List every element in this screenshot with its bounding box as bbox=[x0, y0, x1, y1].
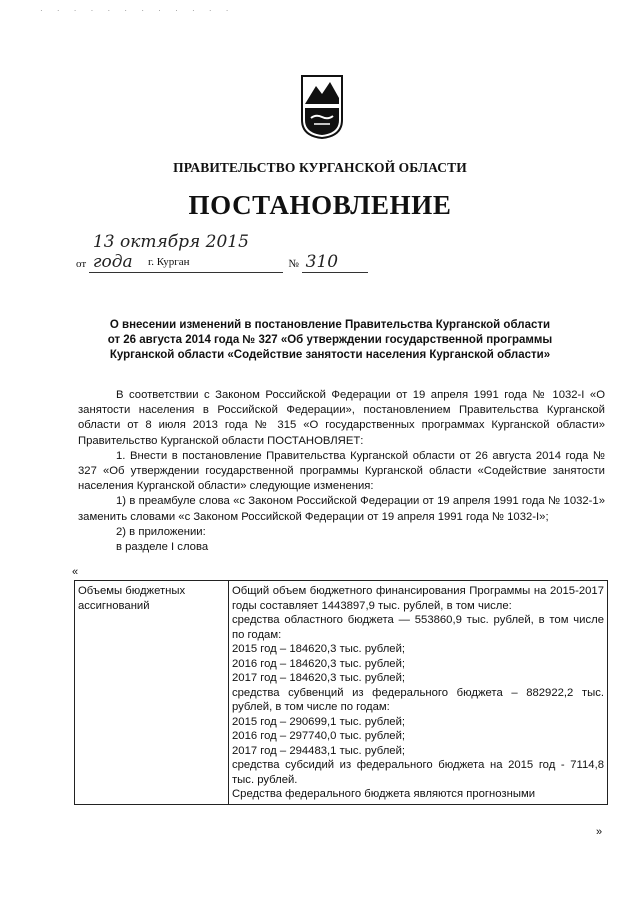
table-line: Общий объем бюджетного финансирования Программы на 2015-2017 годы составляет 1443897,9 тыс. рублей, в том числе: bbox=[232, 585, 604, 612]
body-paragraph: 2) в приложении: bbox=[116, 525, 206, 538]
table-line: Средства федерального бюджета являются прогнозными bbox=[232, 788, 536, 800]
number-prefix: № bbox=[288, 258, 299, 270]
handwritten-date: 13 октября 2015 года bbox=[92, 232, 249, 272]
body-paragraph: 1) в преамбуле слова «с Законом Российской Федерации от 19 апреля 1991 года № 1032-1» заменить словами «с Законом Российской Федерации от 19 апреля 1991 года № 1032-I»; bbox=[78, 495, 605, 523]
opening-quote: « bbox=[72, 566, 79, 578]
date-prefix: от bbox=[76, 258, 87, 270]
body-paragraph: в разделе I слова bbox=[116, 541, 209, 554]
scan-artifact: · · · · · · · · · · · · bbox=[40, 6, 235, 15]
table-line: 2016 год – 297740,0 тыс. рублей; bbox=[232, 730, 406, 742]
document-body bbox=[78, 388, 605, 555]
table-line: 2016 год – 184620,3 тыс. рублей; bbox=[232, 657, 406, 670]
closing-quote: » bbox=[596, 826, 603, 838]
table-line: 2017 год – 184620,3 тыс. рублей; bbox=[232, 672, 406, 684]
heading-line: О внесении изменений в постановление Правительства Курганской области bbox=[109, 319, 551, 331]
table-row bbox=[75, 581, 608, 805]
table-label-cell: Объемы бюджетных ассигнований bbox=[75, 581, 229, 805]
table-line: средства субсидий из федерального бюджета на 2015 год - 7114,8 тыс. рублей. bbox=[232, 759, 604, 786]
table-line: 2015 год – 184620,3 тыс. рублей; bbox=[232, 643, 406, 655]
body-paragraph: 1. Внести в постановление Правительства Курганской области от 26 августа 2014 года № 327 «Об утверждении государственной программы Курганской области «Содействие занятости населения Курганской области» следующие изменения: bbox=[78, 449, 605, 493]
table-line: средства субвенций из федерального бюджета – 882922,2 тыс. рублей, в том числе по годам: bbox=[232, 686, 604, 713]
handwritten-number: 310 bbox=[305, 252, 339, 272]
date-number-line bbox=[76, 232, 368, 273]
heading-line: от 26 августа 2014 года № 327 «Об утверждении государственной программы bbox=[107, 334, 553, 346]
table-line: 2017 год – 294483,1 тыс. рублей; bbox=[232, 744, 406, 757]
table-line: средства областного бюджета — 553860,9 тыс. рублей, в том числе по годам: bbox=[232, 614, 604, 641]
budget-table bbox=[74, 580, 608, 805]
table-line: 2015 год – 290699,1 тыс. рублей; bbox=[232, 715, 406, 728]
document-heading bbox=[80, 318, 580, 363]
table-content-cell bbox=[229, 581, 608, 805]
heading-line: Курганской области «Содействие занятости населения Курганской области» bbox=[109, 349, 551, 361]
coat-of-arms-emblem bbox=[300, 74, 344, 140]
body-paragraph: В соответствии с Законом Российской Федерации от 19 апреля 1991 года № 1032-I «О занятости населения в Российской Федерации», постановлением Правительства Курганской области от 8 июля 2013 года № 315 «О государственных программах Курганской области» Правительство Курганской области ПОСТАНОВЛЯЕТ: bbox=[78, 389, 605, 447]
city-label: г. Курган bbox=[148, 256, 190, 268]
government-name: ПРАВИТЕЛЬСТВО КУРГАНСКОЙ ОБЛАСТИ bbox=[173, 160, 467, 175]
document-type-title: ПОСТАНОВЛЕНИЕ bbox=[188, 190, 452, 220]
